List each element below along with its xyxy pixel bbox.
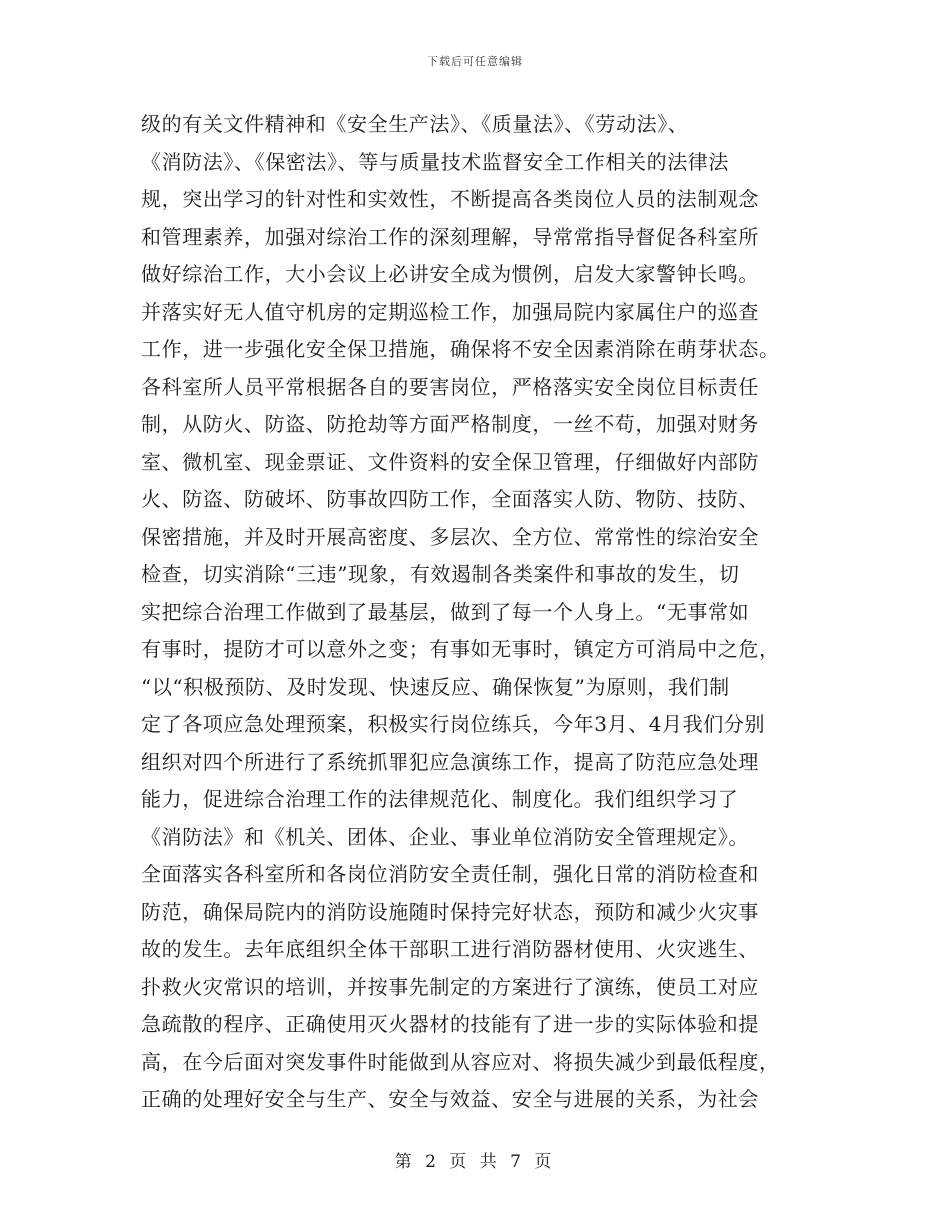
text-line: 火、防盗、防破坏、防事故四防工作，全面落实人防、物防、技防、 (141, 487, 759, 511)
document-body (141, 106, 813, 1119)
text-line: 保密措施，并及时开展高密度、多层次、全方位、常常性的综治安全 (141, 524, 759, 549)
text-line: 并落实好无人值守机房的定期巡检工作，加强局院内家属住户的巡查 (141, 299, 759, 324)
text-line: 和管理素养，加强对综治工作的深刻理解，导常常指导督促各科室所 (141, 224, 759, 249)
page-number: 第 2 页 共 7 页 (394, 1152, 556, 1172)
text-line: 防范，确保局院内的消防设施随时保持完好状态，预防和减少火灾事 (141, 899, 759, 924)
text-line: 规，突出学习的针对性和实效性，不断提高各类岗位人员的法制观念 (141, 187, 759, 211)
text-line: 室、微机室、现金票证、文件资料的安全保卫管理，仔细做好内部防 (141, 449, 759, 474)
text-line: 《消防法》、《保密法》、等与质量技术监督安全工作相关的法律法 (141, 149, 729, 174)
text-line: 全面落实各科室所和各岗位消防安全责任制，强化日常的消防检查和 (141, 862, 759, 886)
text-line: 急疏散的程序、正确使用灭火器材的技能有了进一步的实际体验和提 (141, 1012, 759, 1036)
text-line: 制，从防火、防盗、防抢劫等方面严格制度，一丝不苟，加强对财务 (141, 412, 759, 436)
text-line: 做好综治工作，大小会议上必讲安全成为惯例，启发大家警钟长鸣。 (141, 262, 759, 286)
page-header: 下载后可任意编辑 (427, 55, 523, 68)
text-line: 组织对四个所进行了系统抓罪犯应急演练工作，提高了防范应急处理 (141, 749, 759, 774)
text-line: “以“积极预防、及时发现、快速反应、确保恢复”为原则，我们制 (141, 674, 730, 699)
text-line: 级的有关文件精神和《安全生产法》、《质量法》、《劳动法》、 (141, 112, 689, 136)
text-line: 各科室所人员平常根据各自的要害岗位，严格落实安全岗位目标责任 (141, 374, 759, 399)
text-line: 工作，进一步强化安全保卫措施，确保将不安全因素消除在萌芽状态。 (141, 337, 780, 361)
text-line: 《消防法》和《机关、团体、企业、事业单位消防安全管理规定》。 (141, 824, 749, 849)
text-line: 扑救火灾常识的培训，并按事先制定的方案进行了演练，使员工对应 (141, 974, 759, 999)
text-line: 能力，促进综合治理工作的法律规范化、制度化。我们组织学习了 (141, 787, 739, 811)
text-line: 检查，切实消除“三违”现象，有效遏制各类案件和事故的发生，切 (141, 562, 740, 586)
text-line: 有事时，提防才可以意外之变；有事如无事时，镇定方可消局中之危， (141, 637, 780, 661)
text-line: 正确的处理好安全与生产、安全与效益、安全与进展的关系，为社会 (141, 1087, 759, 1111)
text-line: 定了各项应急处理预案，积极实行岗位练兵，今年3月、4月我们分别 (141, 712, 766, 736)
text-line: 实把综合治理工作做到了最基层，做到了每一个人身上。“无事常如 (141, 599, 750, 624)
text-line: 故的发生。去年底组织全体干部职工进行消防器材使用、火灾逃生、 (141, 937, 759, 961)
text-line: 高，在今后面对突发事件时能做到从容应对、将损失减少到最低程度， (141, 1049, 780, 1074)
